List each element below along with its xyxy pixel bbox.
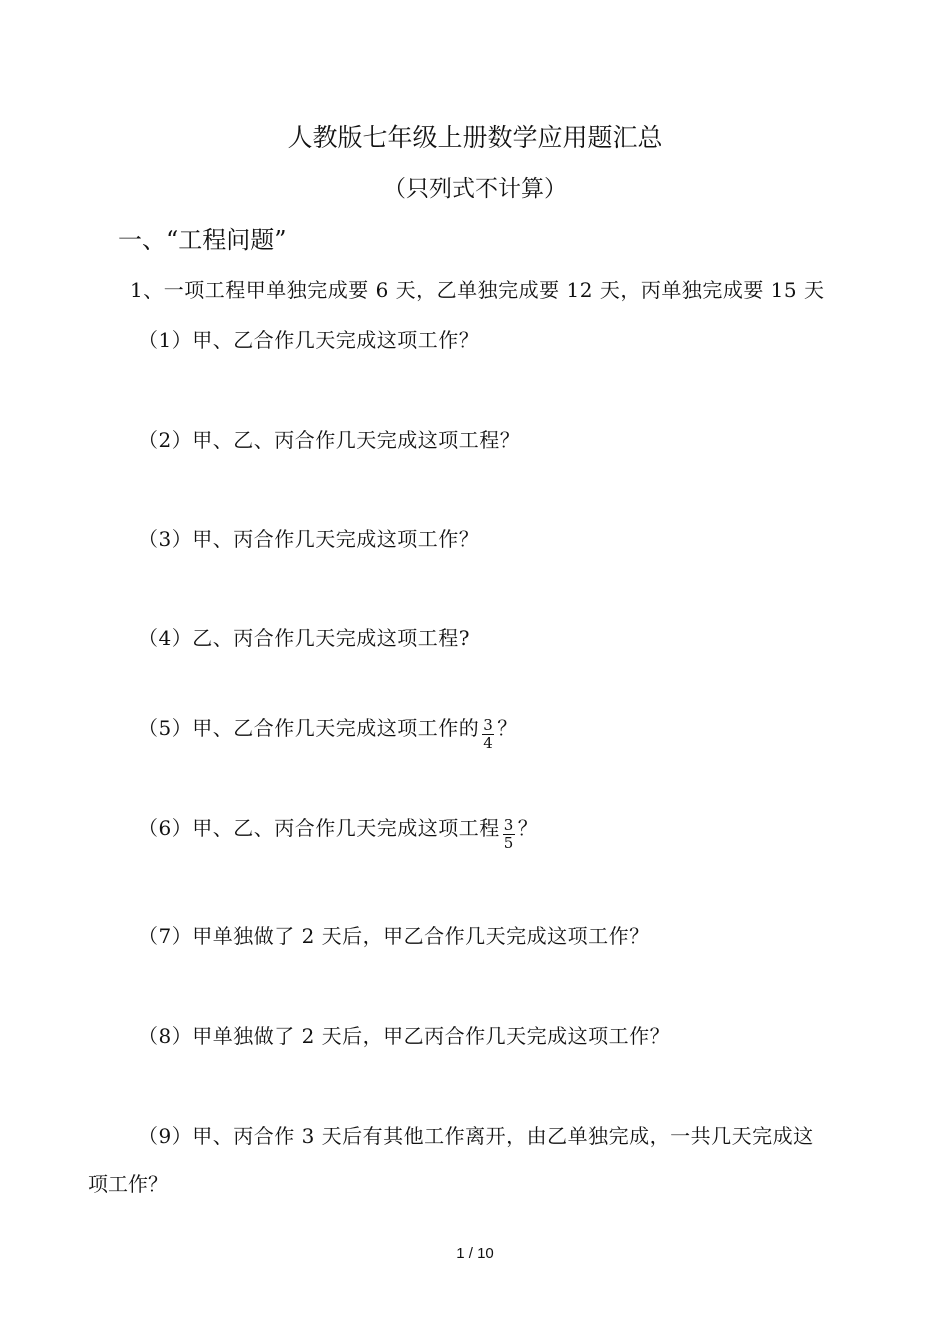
question-8: （8）甲单独做了 2 天后，甲乙丙合作几天完成这项工作？ [138,1024,671,1048]
question-9-line-2: 项工作？ [88,1172,168,1196]
question-3: （3）甲、丙合作几天完成这项工作？ [138,527,480,551]
page-number: 1 / 10 [456,1245,494,1262]
question-4: （4）乙、丙合作几天完成这项工程? [138,626,470,650]
problem-statement: 1、一项工程甲单独完成要 6 天，乙单独完成要 12 天，丙单独完成要 15 天 [130,278,825,302]
question-2: （2）甲、乙、丙合作几天完成这项工程？ [138,428,521,452]
fraction-three-fifths [503,817,515,852]
fraction-denominator: 4 [483,734,494,752]
fraction-three-quarters [482,717,494,752]
question-5-end: ？ [497,716,518,740]
fraction-numerator: 3 [483,716,494,734]
fraction-denominator: 5 [503,834,514,852]
question-7: （7）甲单独做了 2 天后，甲乙合作几天完成这项工作？ [138,924,650,948]
question-5-text: （5）甲、乙合作几天完成这项工作的 [138,716,480,740]
document-subtitle: （只列式不计算） [383,176,567,202]
document-title: 人教版七年级上册数学应用题汇总 [287,123,663,152]
question-6 [138,812,539,852]
question-6-text: （6）甲、乙、丙合作几天完成这项工程 [138,816,500,840]
question-1: （1）甲、乙合作几天完成这项工作？ [138,328,480,352]
question-5 [138,712,518,752]
fraction-numerator: 3 [503,816,514,834]
question-6-end: ？ [517,816,539,840]
question-9-line-1: （9）甲、丙合作 3 天后有其他工作离开，由乙单独完成，一共几天完成这 [138,1124,814,1148]
section-heading: 一、“工程问题” [118,226,287,254]
